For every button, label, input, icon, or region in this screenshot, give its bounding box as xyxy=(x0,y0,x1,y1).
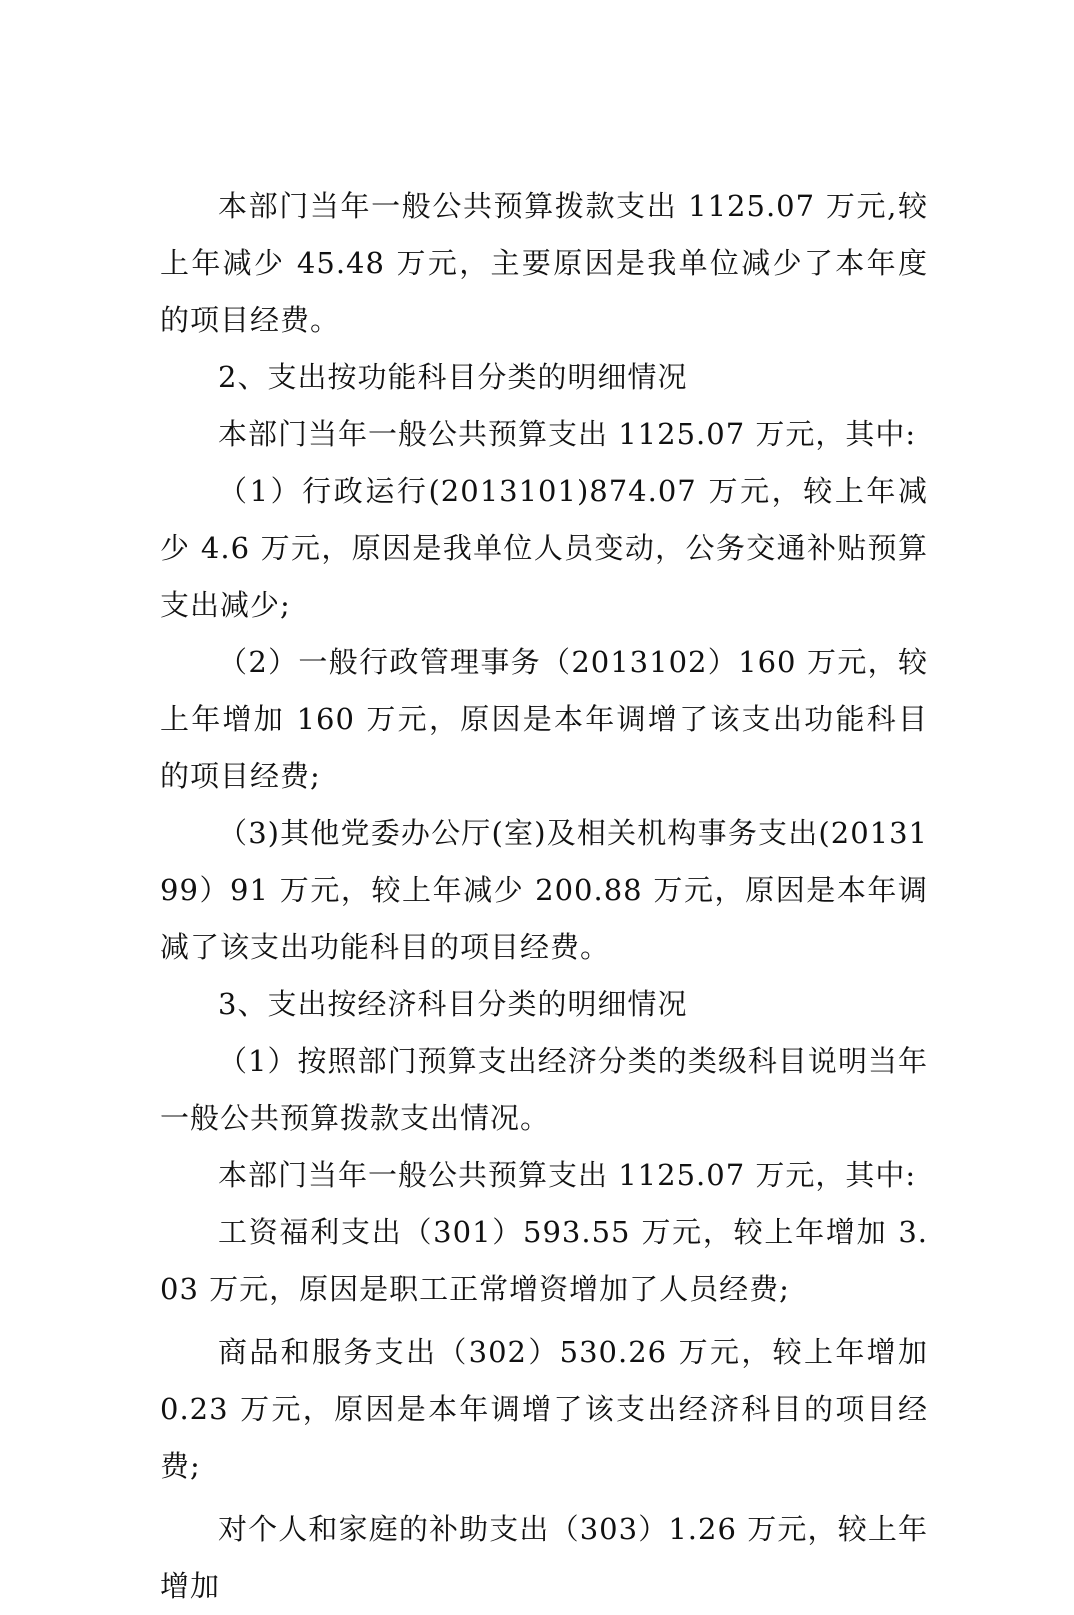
paragraph-economic-total: 本部门当年一般公共预算支出 1125.07 万元，其中: xyxy=(218,1158,917,1192)
paragraph-economic-classification-intro: （1）按照部门预算支出经济分类的类级科目说明当年一般公共预算拨款支出情况。 xyxy=(160,1044,928,1135)
heading-functional-classification: 2、支出按功能科目分类的明细情况 xyxy=(218,360,688,394)
paragraph-other-party-affairs: （3)其他党委办公厅(室)及相关机构事务支出(2013199）91 万元，较上年减少 200.88 万元，原因是本年调减了该支出功能科目的项目经费。 xyxy=(160,816,928,964)
paragraph-administrative-operation: （1）行政运行(2013101)874.07 万元，较上年减少 4.6 万元，原因是我单位人员变动，公务交通补贴预算支出减少; xyxy=(160,474,928,622)
paragraph-household-subsidies: 对个人和家庭的补助支出（303）1.26 万元，较上年增加 xyxy=(160,1512,928,1603)
paragraph-general-administration: （2）一般行政管理事务（2013102）160 万元，较上年增加 160 万元，原因是本年调增了该支出功能科目的项目经费; xyxy=(160,645,928,793)
document-body xyxy=(160,178,928,1615)
heading-economic-classification: 3、支出按经济科目分类的明细情况 xyxy=(218,987,688,1021)
paragraph-appropriation-summary: 本部门当年一般公共预算拨款支出 1125.07 万元,较上年减少 45.48 万元，主要原因是我单位减少了本年度的项目经费。 xyxy=(160,189,928,337)
paragraph-wages-benefits: 工资福利支出（301）593.55 万元，较上年增加 3.03 万元，原因是职工正常增资增加了人员经费; xyxy=(160,1215,928,1306)
paragraph-functional-total: 本部门当年一般公共预算支出 1125.07 万元，其中: xyxy=(218,417,917,451)
paragraph-goods-services: 商品和服务支出（302）530.26 万元，较上年增加 0.23 万元，原因是本年调增了该支出经济科目的项目经费; xyxy=(160,1335,928,1483)
